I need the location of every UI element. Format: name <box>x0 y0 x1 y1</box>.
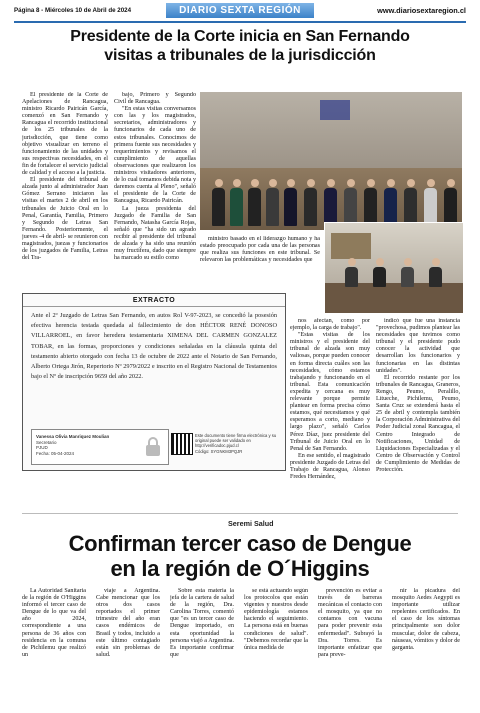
legal-notice-extracto <box>22 293 286 471</box>
paragraph: viaje a Argentina. Cabe mencionar que los otros dos casos reportados el primer trimestre del año eran casos endémicos de Brasil y todos, incluido a este último contagiado están sin problemas de salud. <box>96 588 160 658</box>
website-url: www.diariosextaregion.cl <box>377 6 466 15</box>
paragraph: indicó que fue una instancia "provechosa, pudimos plantear las necesidades que tuvimos como tribunal y el presidente pudo conocer la actividad que desarrollan los funcionarios y funcionarias en las distintas unidades". <box>376 318 460 374</box>
qr-code-icon <box>171 433 193 455</box>
electronic-signature-box <box>31 429 169 465</box>
paragraph: La Autoridad Sanitaria de la región de O'Higgins informó el tercer caso de Dengue de lo que va del año 2024, correspondiente a una persona de 36 años con residencia en la comuna de Pichilemu que realizó un <box>22 588 86 658</box>
paragraph: Sobre esta materia la jefa de la cartera de salud de la región, Dra. Carolina Torres, comentó que "es un tercer caso de Dengue importado, en esta oportunidad la persona viajó a Argentina. Es importante confirmar que <box>170 588 234 658</box>
article2-col2 <box>96 588 160 698</box>
article1-col3 <box>200 236 320 288</box>
signer-name: Vanessa Olivia Manriquez Moulian <box>36 434 110 439</box>
signer-court: PJUD <box>36 445 48 451</box>
group-photo <box>200 92 462 230</box>
newspaper-brand: DIARIO SEXTA REGIÓN <box>166 3 314 18</box>
page-header <box>14 2 466 23</box>
article2-col6 <box>392 588 460 698</box>
article1-col5 <box>376 318 460 500</box>
paragraph: nos afectan, como por ejemplo, la carga de trabajo". <box>290 318 370 332</box>
article2-col3 <box>170 588 234 698</box>
paragraph: ministro basado en el liderazgo humano y ha estado preocupado por cada una de las personas que realiza sus funciones en este tribunal. Se relevaron las problemáticas y necesidades que <box>200 236 320 264</box>
article2-headline-line2: en la región de O´Higgins <box>110 556 370 581</box>
paragraph: se está actuando según los protocolos que están vigentes y nuestros desde epidemiología estamos haciendo el seguimiento. La persona está en buenas condiciones de salud". "Debemos recordar que la única medida de <box>244 588 308 651</box>
article1-col1 <box>22 92 108 288</box>
article1-col2 <box>114 92 196 288</box>
verification-code: Código: SYGNKM3PQJR <box>195 448 243 454</box>
article2-col4 <box>244 588 308 698</box>
extracto-title: EXTRACTO <box>132 297 176 304</box>
lock-icon <box>144 437 162 457</box>
page-info: Página 8 - Miércoles 10 de Abril de 2024 <box>14 7 132 14</box>
verification-text <box>195 433 281 454</box>
paragraph: El recorrido restante por los tribunales de Rancagua, Graneros, Rengo, Peumo, Peralillo, Litueche, Pichilemu, Peumo, Santa Cruz se extenderá hasta el 25 de abril y contempla también la Corporación Administrativa del Poder Judicial zonal Rancagua, el Centro Integrado de Notificaciones, Unidad de Liquidaciones Especializadas y el Centro de Observación y Control de Cumplimiento de Medidas de Protección. <box>376 374 460 473</box>
verification-note: Este documento tiene firma electrónica y su original puede ser validado en http://verificadoc.pjud.cl <box>195 433 277 449</box>
signer-role: Secretario <box>36 439 57 445</box>
extracto-text: Ante el 2º Juzgado de Letras San Fernando, en autos Rol V-97-2023, se concedió la posesión efectiva herencia testada quedada al fallecimiento de don HÉCTOR RENÉ DONOSO VILLARROEL, en favor heredera testamentaria XIMENA DEL CARMEN GONZALEZ TOBAR, en las formas, proporciones y condiciones señaladas en la cláusula quinta del testamento abierto otorgado con fecha 13 de octubre de 2022 ante el Notario de San Fernando, Alberto Ortega Jirón, Repertorio Nº 2979/2022 e inscrito en el Registro Nacional de Testamentos bajo el Nº de inscripción 9659 del año 2022. <box>31 312 277 381</box>
paragraph: "Estas visitas de los ministros y el presidente del tribunal de alzada son muy valiosas, porque pueden conocer en forma directa cuáles son las necesidades, cómo estamos trabajando y funcionando en el tribunal. Esta comunicación expedita y cercana es muy relevante porque permite plantear en forma precisa cómo estamos, qué necesitamos y qué esperamos a corto, mediano y largo plazo", señaló Carlos Pérez Díaz, juez presidente del Tribunal de Juicio Oral en lo Penal de San Fernando. <box>290 332 370 452</box>
article2-headline-line1: Confirman tercer caso de Dengue <box>68 531 412 556</box>
paragraph: El presidente de la Corte de Apelaciones de Rancagua, ministro Ricardo Pairicán García, comenzó en San Fernando y Rancagua el recorrido institucional de los 25 tribunales de la jurisdicción, que tiene como objetivo visualizar en terreno el funcionamiento de las unidades y sus respectivas necesidades, en el fin de fortalecer el servicio judicial de calidad y el acceso a la justicia. <box>22 92 108 177</box>
article1-headline-line1: Presidente de la Corte inicia en San Fernando <box>70 28 410 45</box>
paragraph: En ese sentido, el magistrado presidente Juzgado de Letras del Trabajo de Rancagua, Alonso Fredes Hernández, <box>290 452 370 481</box>
paragraph: La jueza presidenta del Juzgado de Familia de San Fernando, Natasha García Rojas, señaló que "ha sido un agrado recibir al presidente del tribunal de alzada y ha sido una reunión muy fructífera, dado que siempre ha marcado su estilo como <box>114 205 196 262</box>
paragraph: bajo, Primero y Segundo Civil de Rancagua. <box>114 92 196 106</box>
signature-date: Fecha: 05-04-2024 <box>36 450 75 456</box>
article2-col1 <box>22 588 86 698</box>
meeting-photo <box>324 222 464 314</box>
paragraph: El presidente del tribunal de alzada junto al administrador Juan Gómez Serrano iniciaron las visitas el martes 2 de abril en los tribunales de Juicio Oral en lo Penal, Garantía, Familia, Primero y Segundo de Letras San Fernando. Posteriormente, el jueves -4 de abril- se reunieron con magistrados, juezas y funcionarios de los juzgados de Familia, Letras del Tra- <box>22 177 108 262</box>
article2-col5 <box>318 588 382 698</box>
article1-col4 <box>290 318 370 500</box>
section-divider <box>22 513 458 514</box>
paragraph: nir la picadura del mosquito Aedes Aegypti es importante utilizar repelentes certificados. En el caso de los síntomas principalmente son dolor muscular, dolor de cabeza, náuseas, vómitos y dolor de garganta. <box>392 588 460 651</box>
article1-headline-line2: visitas a tribunales de la jurisdicción <box>104 47 376 64</box>
article2-kicker: Seremi Salud <box>228 519 274 528</box>
paragraph: prevención es evitar a través de barreras mecánicas el contacto con el mosquito, ya que no contamos con vacuna para poder prevenir esta enfermedad". Subrayó la Dra. Torres. Es importante enfatizar que para preve- <box>318 588 382 658</box>
paragraph: "En estas visitas conversamos con las y los magistrados, secretarios, administradores y funcionarios de cada uno de estos tribunales. Conocimos de primera fuente sus necesidades y requerimientos y revisamos el cumplimiento de aquellas observaciones que realizaron los ministros visitadores anteriores, de lo cual tomamos debida nota y daremos cuenta al Pleno", señaló el presidente de la Corte de Rancagua, Ricardo Pairicán. <box>114 106 196 205</box>
